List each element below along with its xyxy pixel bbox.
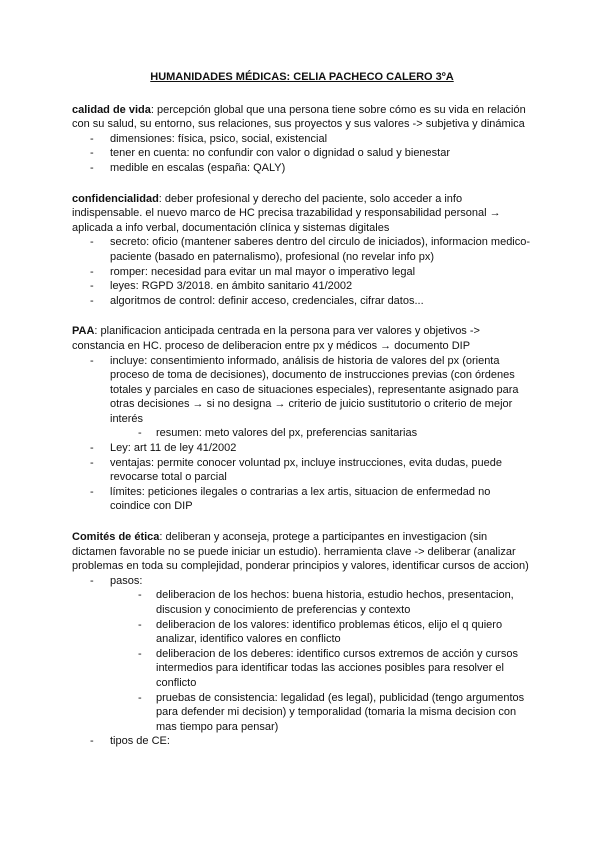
list-item: - tener en cuenta: no confundir con valor o dignidad o salud y bienestar	[72, 146, 532, 161]
list-item: - límites: peticiones ilegales o contrarias a lex artis, situacion de enfermedad no coindice con DIP	[72, 485, 532, 514]
sub-list-item: - resumen: meto valores del px, preferencias sanitarias	[130, 426, 532, 441]
section-term: PAA	[72, 325, 95, 338]
bullet-list	[72, 574, 532, 749]
section-text: : planificacion anticipada centrada en la persona para ver valores y objetivos -> constancia en HC. proceso de deliberacion entre px y médicos → documento DIP	[72, 325, 480, 352]
document-page	[72, 70, 532, 765]
bullet-list	[72, 235, 532, 308]
list-item: - Ley: art 11 de ley 41/2002	[72, 441, 532, 456]
list-item-text: pasos:	[110, 574, 143, 587]
list-item: - medible en escalas (españa: QALY)	[72, 161, 532, 176]
list-item	[72, 574, 532, 735]
section-term: confidencialidad	[72, 192, 159, 205]
section-term: calidad de vida	[72, 103, 151, 116]
bullet-list	[72, 132, 532, 176]
section-paragraph	[72, 324, 532, 353]
section-text: : deliberan y aconseja, protege a participantes en investigacion (sin dictamen favorable no se puede iniciar un estudio). herramienta clave -> deliberar (analizar problemas en toda su complejidad, ponderar principios y valores, identificar cursos de accion)	[72, 531, 529, 573]
section-paragraph	[72, 103, 532, 132]
section-confidencialidad	[72, 192, 532, 309]
section-term: Comités de ética	[72, 531, 160, 544]
sub-list-item: - deliberacion de los valores: identifico problemas éticos, elijo el q quiero analizar, identifico valores en conflicto	[130, 618, 532, 647]
section-calidad-de-vida	[72, 103, 532, 176]
sub-list-item: - deliberacion de los deberes: identifico cursos extremos de acción y cursos intermedios para identificar todas las acciones posibles para resolver el conflicto	[130, 647, 532, 691]
section-paragraph	[72, 530, 532, 574]
list-item: - algoritmos de control: definir acceso, credenciales, cifrar datos...	[72, 294, 532, 309]
page-title: HUMANIDADES MÉDICAS: CELIA PACHECO CALERO 3ºA	[150, 71, 454, 83]
bullet-list	[72, 354, 532, 515]
list-item: - secreto: oficio (mantener saberes dentro del circulo de iniciados), informacion medico-paciente (basado en paternalismo), profesional (no revelar info px)	[72, 235, 532, 264]
list-item: - dimensiones: física, psico, social, existencial	[72, 132, 532, 147]
list-item	[72, 354, 532, 442]
list-item-text: incluye: consentimiento informado, análisis de historia de valores del px (orienta proceso de toma de decisiones), documento de instrucciones previas (con órdenes totales y parciales en caso de situaciones especiales), representante asignado para otras decisiones → si no designa → criterio de juicio sustitutorio o criterio de mejor interés	[110, 354, 519, 425]
sub-list-item: - deliberacion de los hechos: buena historia, estudio hechos, presentacion, discusion y conocimiento de preferencias y contexto	[130, 588, 532, 617]
section-text: : percepción global que una persona tiene sobre cómo es su vida en relación con su salud, su entorno, sus relaciones, sus proyectos y sus valores -> subjetiva y dinámica	[72, 103, 526, 131]
sub-bullet-list	[110, 426, 532, 441]
list-item: - leyes: RGPD 3/2018. en ámbito sanitario 41/2002	[72, 279, 532, 294]
sub-list-item: - pruebas de consistencia: legalidad (es legal), publicidad (tengo argumentos para defender mi decision) y temporalidad (tomaria la misma decision con mas tiempo para pensar)	[130, 691, 532, 735]
section-paa	[72, 324, 532, 514]
list-item: - tipos de CE:	[72, 734, 532, 749]
list-item: - romper: necesidad para evitar un mal mayor o imperativo legal	[72, 265, 532, 280]
section-comites-de-etica	[72, 530, 532, 749]
list-item: - ventajas: permite conocer voluntad px, incluye instrucciones, evita dudas, puede revocarse total o parcial	[72, 456, 532, 485]
sub-bullet-list	[110, 588, 532, 734]
section-text: : deber profesional y derecho del paciente, solo acceder a info indispensable. el nuevo marco de HC precisa trazabilidad y responsabilidad personal → aplicada a info verbal, documentación clínica y sistemas digitales	[72, 192, 501, 234]
section-paragraph	[72, 192, 532, 236]
